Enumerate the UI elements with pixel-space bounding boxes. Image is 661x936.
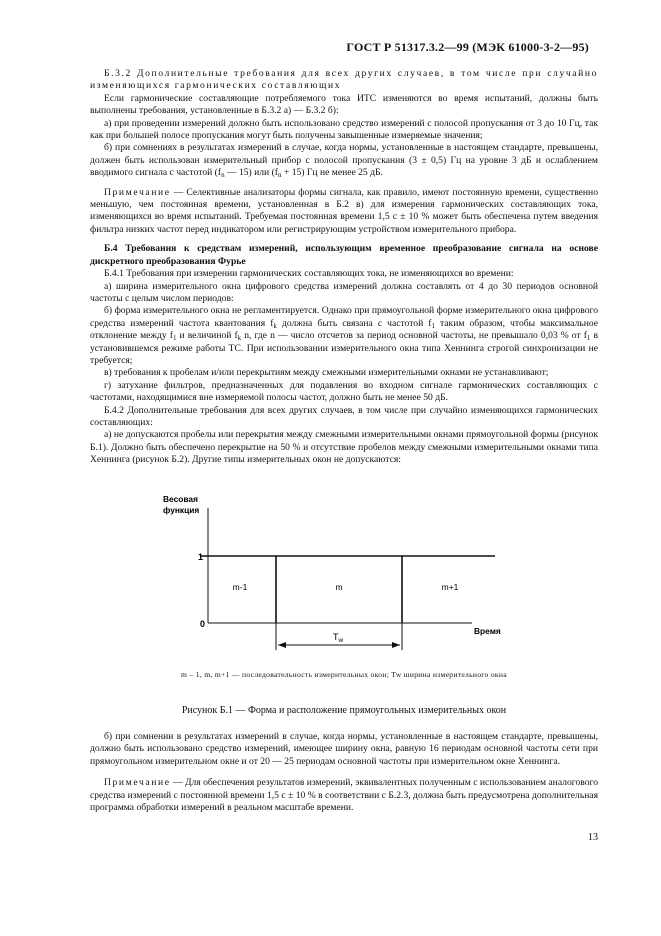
after-figure-text [90,731,598,814]
y-axis-label-line2: функция [163,505,200,515]
section-b41-item-g: г) затухание фильтров, предназначенных для подавления во входном сигнале гармонических составляющих с частотами, находящимися вне измеряемой полосы частот, должно быть не менее 50 дБ. [90,379,598,404]
note-label-2: Примечание [104,777,171,789]
section-b42-item-a: а) не допускаются пробелы или перекрытия между смежными измерительными окнами прямоугольной формы (рисунок Б.1). Должно быть обеспечено перекрытие на 50 % и отсутствие пробелов между смежными измерительными окнами типа Хеннинга (рисунок Б.2). Другие типы измерительных окон не допускаются: [90,429,598,466]
section-b32-heading: Б.3.2 Дополнительные требования для всех других случаев, в том числе при случайно изменяющихся гармонических составляющих [90,68,598,92]
page-number: 13 [588,832,598,843]
section-b42-intro: Б.4.2 Дополнительные требования для всех других случаев, в том числе при случайно изменяющихся гармонических составляющих: [90,404,598,428]
figure-caption: Рисунок Б.1 — Форма и расположение прямоугольных измерительных окон [181,705,507,716]
section-b32-item-a: а) при проведении измерений должно быть использовано средство измерений с полосой пропускания от 3 до 10 Гц, так как при большей полосе пропускания могут быть получены завышенные измеряемые значения; [90,117,598,142]
figure-legend: m – 1, m, m+1 — последовательность измерительных окон; Tw ширина измерительного окна [181,670,507,679]
section-b41-item-b: б) форма измерительного окна не регламентируется. Однако при прямоугольной форме измерительного окна цифрового средства измерений частота квантования $f_k$ должна быть связана с частотой $f_1$ таким образом, чтобы максимальное отклонение между $f_1$ и величиной $f_k$ n, где n — число отсчетов за период основной частоты, не превышало 0,03 % от $f_1$ в установившемся режиме работы ТС. При использовании измерительного окна типа Хеннинга строгой синхронизации не требуется; [90,305,598,366]
section-b32-note: Примечание — Селективные анализаторы формы сигнала, как правило, имеют постоянную времени, существенно меньшую, чем постоянная времени, установленная в Б.2 в) для измерения гармонических составляющих тока, изменяющихся во время испытаний. Требуемая постоянная времени 1,5 с ± 10 % может быть обеспечена путем введения фильтра низких частот перед индикатором или регистрирующим устройством измерительного прибора. [90,186,598,235]
section-b41-item-v: в) требования к пробелам и/или перекрытиям между смежными измерительными окнами не устанавливают; [104,367,549,379]
section-b32-item-b: б) при сомнениях в результатах измерений в случае, когда нормы, установленные в настоящем стандарте, превышены, должен быть использован измерительный прибор с полосой пропускания (3 ± 0,5) Гц на уровне 3 дБ и ослаблением вводимого сигнала с частотой ($f_n$ — 15) или $(f_n + 15)$ Гц не менее 25 дБ. [90,142,598,180]
section-b32-intro: Если гармонические составляющие потребляемого тока ИТС изменяются во время испытаний, должны быть выполнены требования, установленные в Б.3.2 а) — Б.3.2 б): [90,92,598,117]
window-label-next: m+1 [441,582,459,592]
y-tick-0: 0 [199,619,205,629]
section-b41-item-a: а) ширина измерительного окна цифрового средства измерений должна составлять от 4 до 30 периодов основной частоты с целым числом периодов: [90,280,598,304]
x-axis-label: Время [474,626,501,636]
window-label-prev: m-1 [232,582,248,592]
window-label-current: m [335,582,343,592]
figure-b1 [90,490,598,655]
y-axis-label-line1: Весовая [163,494,198,504]
main-text-block [90,68,598,467]
section-b4-heading: Б.4 Требования к средствам измерений, использующим временное преобразование сигнала на основе дискретного преобразования Фурье [90,243,598,267]
window-diagram [90,490,598,655]
document-header: ГОСТ Р 51317.3.2—99 (МЭК 61000-3-2—95) [346,40,589,54]
y-tick-1: 1 [197,552,203,562]
tw-label: $T_w$ [333,632,344,644]
note-label: Примечание [104,186,171,198]
section-b41-intro: Б.4.1 Требования при измерении гармонических составляющих тока, не изменяющихся во времени: [104,268,514,280]
section-b42-note: Примечание — Для обеспечения результатов измерений, эквивалентных полученным с использованием аналогового средства измерений с постоянной времени 1,5 с ± 10 % в соответствии с Б.2.3, должна быть предусмотрена дополнительная программа обработки измерений в реальном масштабе времени. [90,777,598,814]
section-b42-item-b: б) при сомнении в результатах измерений в случае, когда нормы, установленные в настоящем стандарте, превышены, должно быть использовано средство измерений, имеющее ширину окна, равную 16 периодам основной частоты сети при прямоугольном измерительном окне и от 20 — 25 периодам основной частоты при измерительном окне Хеннинга. [90,731,598,767]
